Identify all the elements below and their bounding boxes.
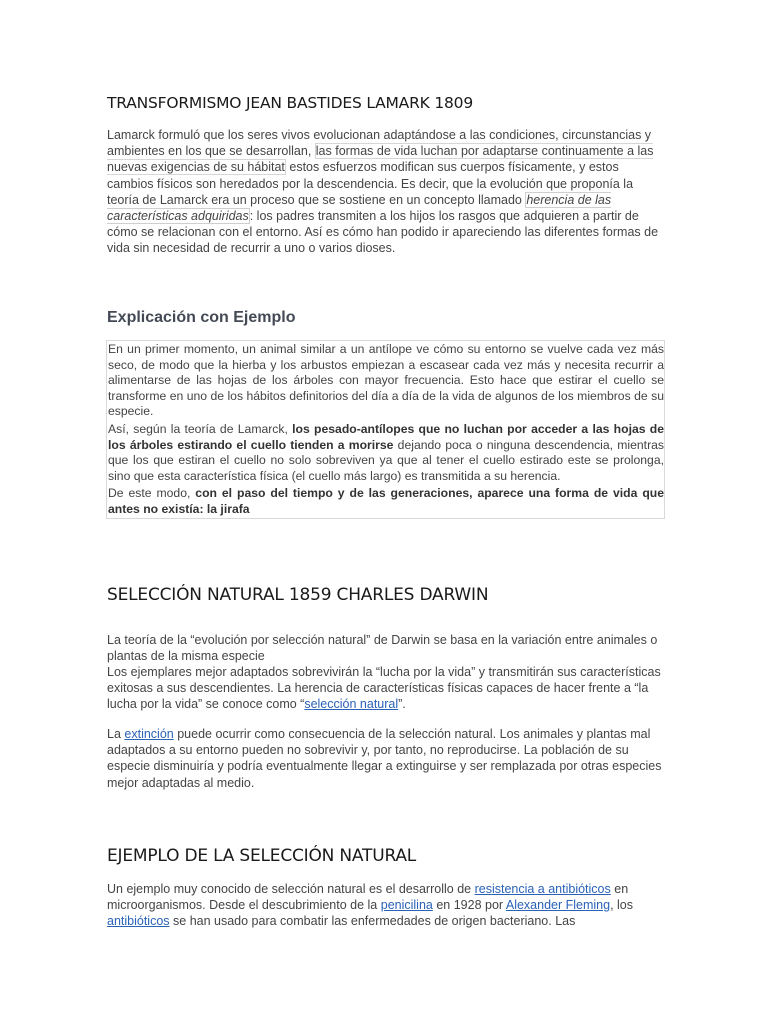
title-lamarck: TRANSFORMISMO JEAN BASTIDES LAMARK 1809	[107, 94, 473, 112]
example-paragraph-3	[108, 486, 664, 517]
example-paragraph-2	[108, 422, 664, 484]
text-run: puede ocurrir como consecuencia de la selección natural. Los animales y plantas mal adaptados a su entorno pueden no sobrevivir y, por tanto, no reproducirse. La población de su especie disminuiría y podría eventualmente llegar a extinguirse y ser remplazada por otras especies mejor adaptadas al medio.	[107, 727, 662, 790]
text-run: se han usado para combatir las enfermedades de origen bacteriano. Las	[169, 914, 576, 929]
text-run: : los padres transmiten a los hijos los rasgos que adquieren a partir de cómo se relacionan con el entorno. Así es cómo han podido ir apareciendo las diferentes formas de vida sin necesidad de recurrir a uno o varios dioses.	[107, 209, 659, 256]
text-run: , los	[610, 898, 634, 913]
bold-text: los pesado-antílopes que no luchan por acceder a las hojas de los árboles estirando el cuello tienden a morirse	[108, 421, 665, 452]
title-darwin: SELECCIÓN NATURAL 1859 CHARLES DARWIN	[107, 585, 489, 605]
paragraph-darwin-2	[107, 664, 663, 713]
text-run: Así, según la teoría de Lamarck,	[108, 421, 293, 436]
link-alexander-fleming[interactable]: Alexander Fleming	[505, 898, 611, 913]
paragraph-darwin-1: La teoría de la “evolución por selección natural” de Darwin se basa en la variación entre animales o plantas de la misma especie	[107, 633, 658, 664]
example-paragraph-1: En un primer momento, un animal similar a un antílope ve cómo su entorno se vuelve cada vez más seco, de modo que la hierba y los arbustos empiezan a escasear cada vez más y necesita recurrir a alimentarse de las hojas de los árboles con mayor frecuencia. Esto hace que estirar el cuello se transforme en uno de los hábitos definitorios del día a día de la vida de algunos de los miembros de su especie.	[108, 342, 664, 419]
example-box	[106, 340, 665, 519]
text-run: Los ejemplares mejor adaptados sobrevivirán la “lucha por la vida” y transmitirán sus características exitosas a sus descendientes. La herencia de características físicas capaces de hacer frente a “la lucha por la vida” se conoce como “	[107, 665, 661, 712]
bold-text: con el paso del tiempo y de las generaciones, aparece una forma de vida que antes no existía: la jirafa	[108, 486, 664, 516]
text-run: De este modo,	[108, 486, 196, 501]
paragraph-darwin-3	[107, 726, 663, 791]
text-run: La	[107, 727, 125, 741]
text-run: ”.	[398, 697, 406, 712]
highlighted-text: las formas de vida luchan por adaptarse continuamente a las nuevas exigencias de su hábitat	[107, 144, 654, 175]
paragraph-lamarck	[107, 127, 663, 257]
link-extincion[interactable]: extinción	[124, 727, 174, 741]
title-ejemplo-seleccion: EJEMPLO DE LA SELECCIÓN NATURAL	[107, 846, 417, 866]
text-run: en 1928 por	[432, 898, 506, 913]
text-run: Un ejemplo muy conocido de selección natural es el desarrollo de	[107, 882, 475, 896]
text-run: estos esfuerzos modifican sus cuerpos físicamente, y estos cambios físicos son heredados por la descendencia. Es decir, que la evolución que proponía la teoría de Lamarck era un proceso que se sostiene en un concepto llamado	[107, 160, 634, 207]
italic-term: herencia de las características adquiridas	[107, 192, 612, 224]
paragraph-ejemplo	[107, 881, 663, 930]
link-seleccion-natural[interactable]: selección natural	[304, 697, 399, 712]
link-antibioticos[interactable]: antibióticos	[107, 914, 170, 929]
text-run: en microorganismos. Desde el descubrimiento de la	[107, 882, 629, 913]
text-run: Lamarck formuló que los seres vivos evolucionan adaptándose a las condiciones, circunstancias y ambientes en los que se desarrollan,	[107, 128, 652, 159]
heading-explicacion: Explicación con Ejemplo	[107, 309, 296, 326]
link-penicilina[interactable]: penicilina	[380, 898, 433, 913]
link-resistencia-antibioticos[interactable]: resistencia a antibióticos	[474, 882, 611, 896]
text-run: dejando poca o ninguna descendencia, mientras que los que estiran el cuello no solo sobreviven ya que al tener el cuello estirado este se prolonga, sino que esta característica física (el cuello más largo) es transmitida a su herencia.	[108, 437, 664, 483]
